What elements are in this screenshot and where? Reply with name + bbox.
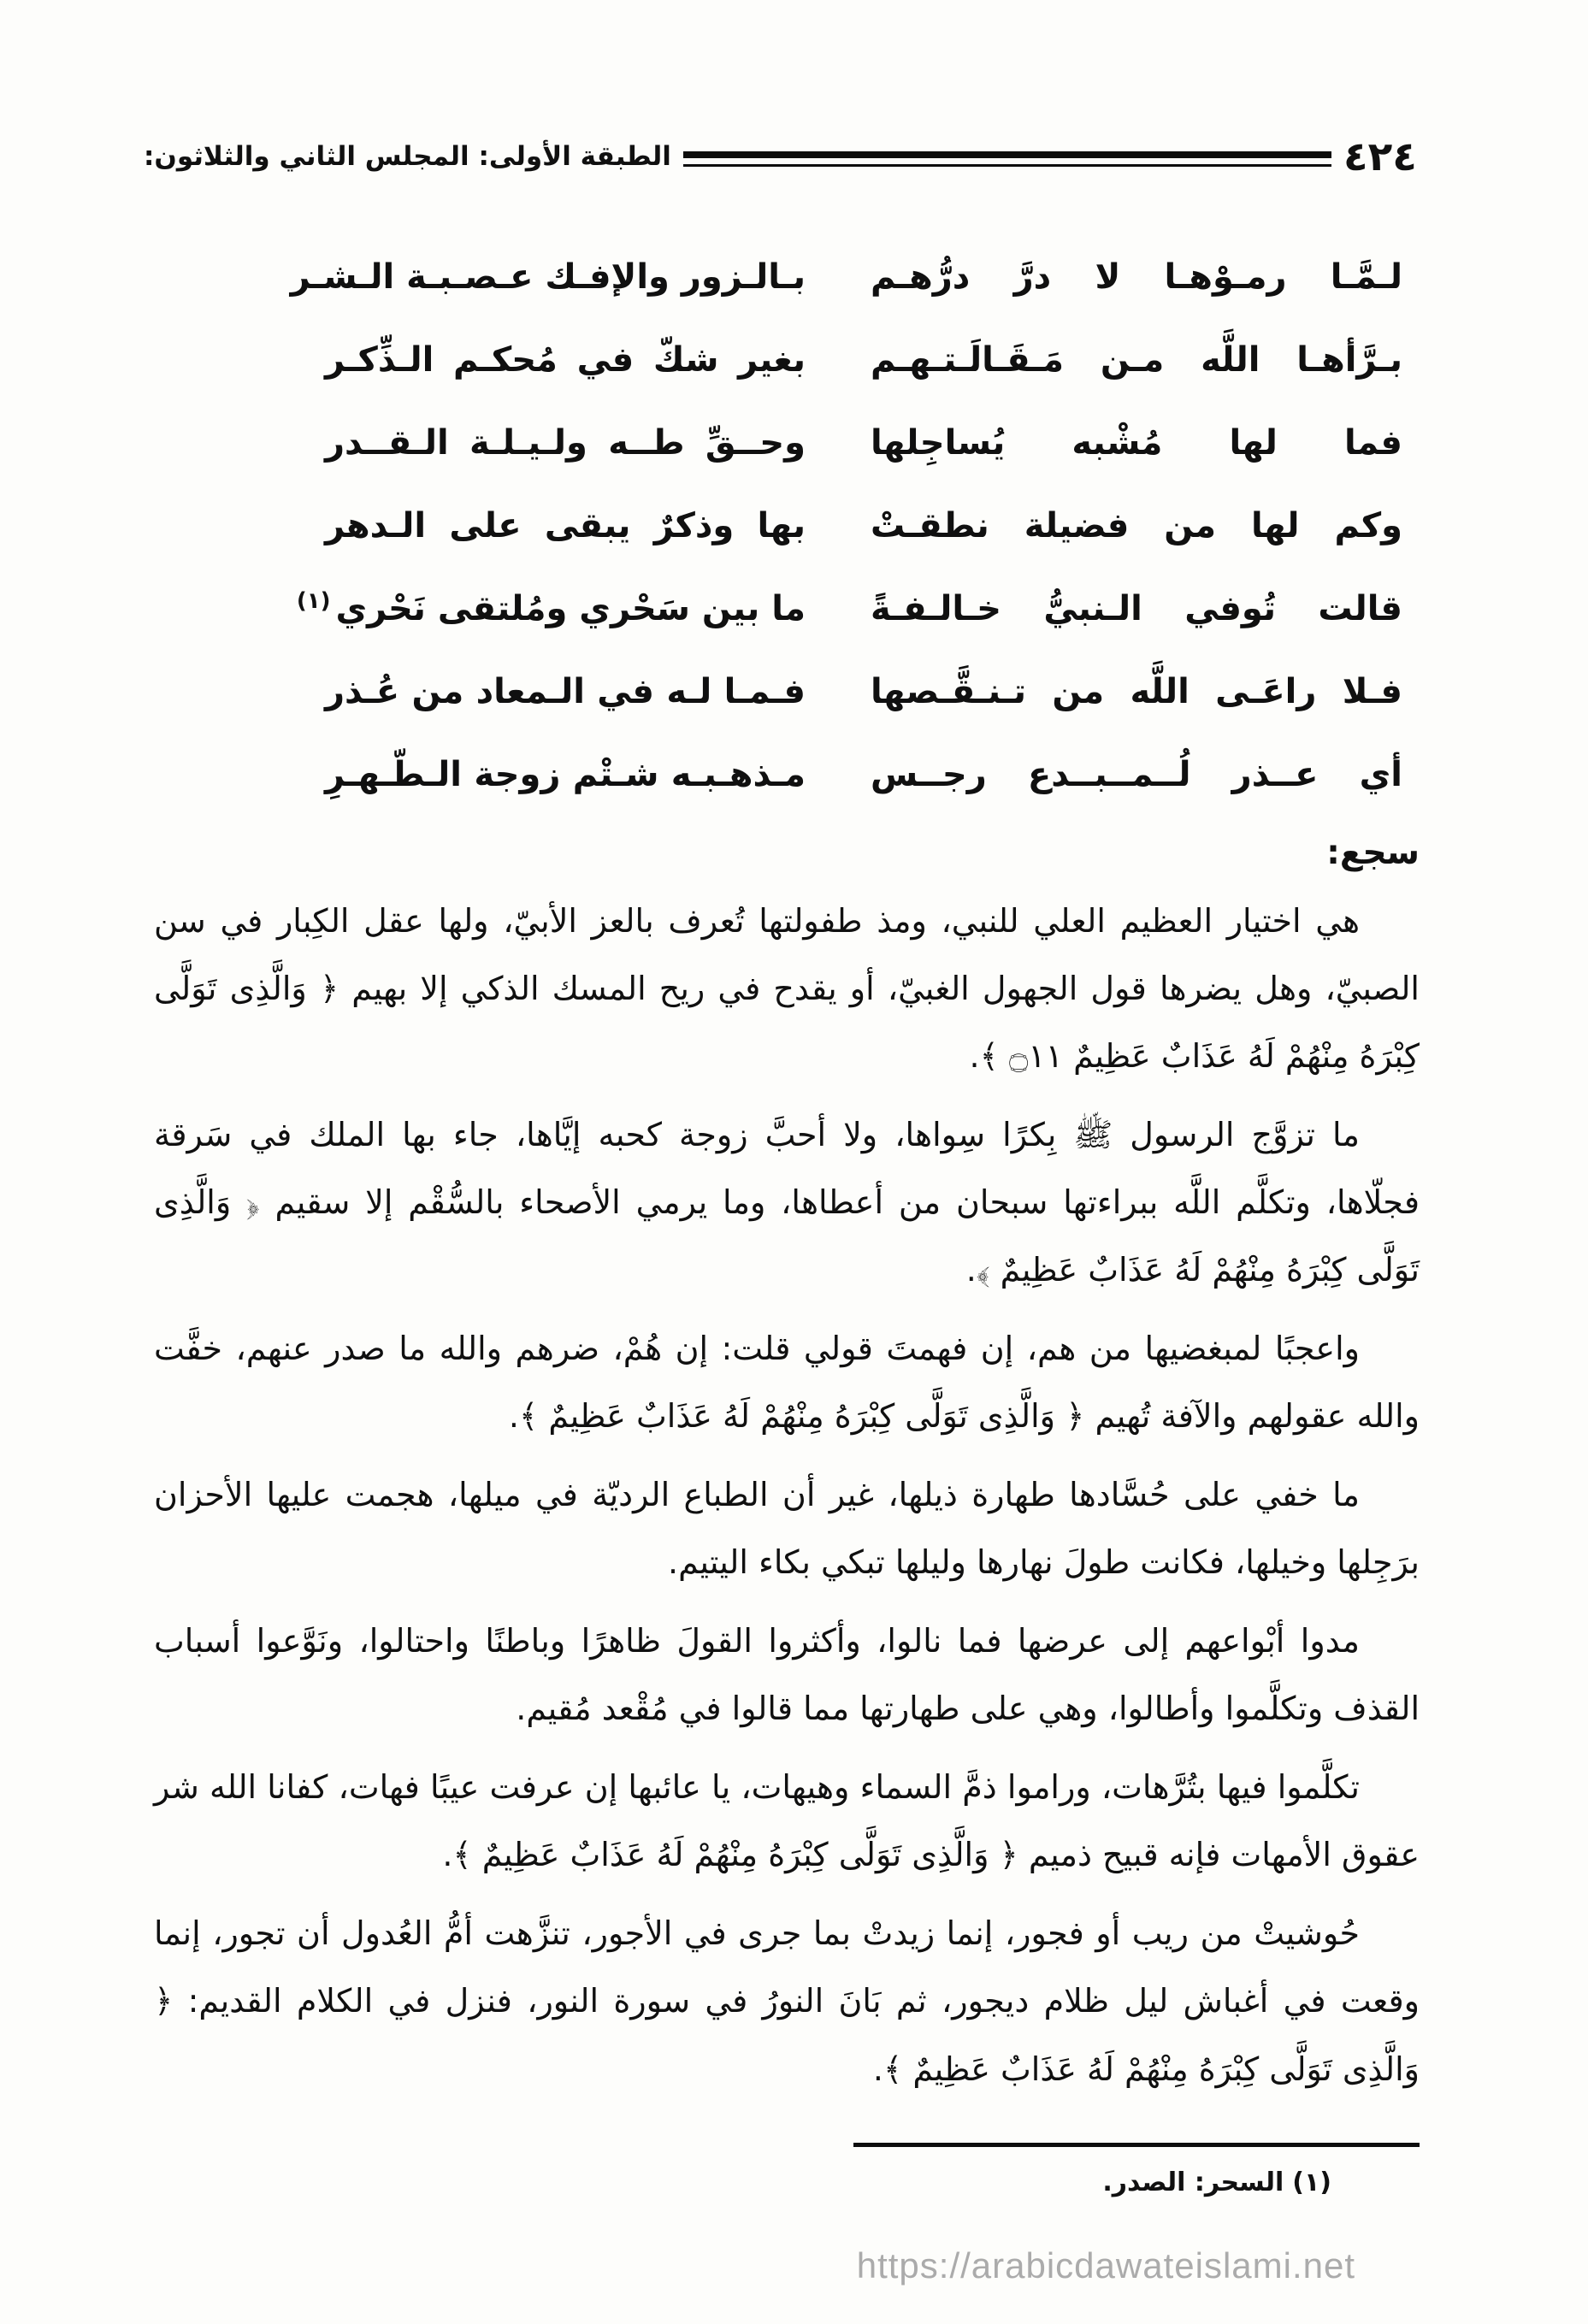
hemistich-left: بـالـزور والإفـك عـصـبـة الـشـر (290, 257, 806, 297)
watermark-url: https://arabicdawateislami.net (856, 2245, 1355, 2286)
hemistich-text: ما بين سَحْري ومُلتقى نَحْري (335, 589, 806, 628)
hemistich-right: أي عــذر لُــمــبــدع رجــس (871, 755, 1402, 794)
hemistich-right: بـرَّأهـا اللَّه مـن مَـقَـالَـتـهـم (871, 340, 1402, 380)
verse-row (290, 253, 1402, 301)
prose-body (154, 888, 1420, 2103)
hemistich-right: قالت تُوفي الـنبيُّ خـالـفـةً (871, 589, 1402, 628)
sajaa-heading: سجع: (1326, 834, 1420, 872)
verse-row (325, 336, 1402, 384)
verse-row (325, 751, 1402, 799)
hemistich-left: بغير شكّ في مُحكـم الـذِّكـر (325, 340, 806, 380)
paragraph: مدوا أبْواعهم إلى عرضها فما نالوا، وأكثروا القولَ ظاهرًا وباطنًا واحتالوا، ونَوَّعوا أسباب القذف وتكلَّموا وأطالوا، وهي على طهارتها مما قالوا في مُقْعد مُقيم. (154, 1622, 1420, 1728)
section-title: الطبقة الأولى: المجلس الثاني والثلاثون: (144, 140, 671, 172)
paragraph: واعجبًا لمبغضيها من هم، إن فهمتَ قولي قلت: إن هُمْ، ضرهم والله ما صدر عنهم، خفَّت والله عقولهم والآفة تُهيم ﴿ وَالَّذِى تَوَلَّى كِبْرَهُ مِنْهُمْ لَهُ عَذَابٌ عَظِيمٌ ﴾. (154, 1330, 1420, 1436)
hemistich-left: فـمـا لـه في الـمعاد من عُـذر (325, 672, 806, 711)
header-double-rule (683, 151, 1331, 167)
paragraph: ما تزوَّج الرسول ﷺ بِكرًا سِواها، ولا أحبَّ زوجة كحبه إيَّاها، جاء بها الملك في سَرقة فجلّاها، وتكلَّم اللَّه ببراءتها سبحان من أعطاها، وما يرمي الأصحاء بالسُّقْم إلا سقيم ﴿ وَالَّذِى تَوَلَّى كِبْرَهُ مِنْهُمْ لَهُ عَذَابٌ عَظِيمٌ ﴾. (154, 1116, 1420, 1289)
paragraph: حُوشيتْ من ريب أو فجور، إنما زيدتْ بما جرى في الأجور، تنزَّهت أمُّ العُدول أن تجور، إنما وقعت في أغباش ليل ظلام ديجور، ثم بَانَ النورُ في سورة النور، فنزل في الكلام القديم: ﴿ وَالَّذِى تَوَلَّى كِبْرَهُ مِنْهُمْ لَهُ عَذَابٌ عَظِيمٌ ﴾. (154, 1914, 1420, 2088)
verse-row (325, 668, 1402, 716)
hemistich-right: فما لها مُشْبه يُساجِلها (871, 423, 1402, 463)
footnote-separator (853, 2143, 1420, 2147)
poem (290, 253, 1402, 799)
footnote (0, 2168, 1331, 2197)
verse-row (325, 419, 1402, 467)
hemistich-right: فـلا راعَـى اللَّه من تـنـقَّـصها (871, 672, 1402, 711)
footnote-marker-ref: (١) (296, 587, 331, 614)
page-number: ٤٢٤ (1343, 133, 1417, 180)
hemistich-left (296, 585, 806, 633)
page-header (144, 130, 1417, 183)
hemistich-left: مـذهـبـه شـتْم زوجة الـطّـهـرِ (325, 755, 806, 794)
verse-row (296, 585, 1402, 633)
footnote-marker: (١) (1292, 2167, 1331, 2197)
hemistich-left: بها وذكرٌ يبقى على الـدهر (325, 506, 806, 546)
verse-row (325, 502, 1402, 550)
hemistich-left: وحــقِّ طــه ولـيـلـة الـقــدر (325, 423, 806, 463)
hemistich-right: لـمَّـا رمـوْهـا لا درَّ درُّهـم (871, 257, 1402, 297)
footnote-text: السحر: الصدر. (1102, 2167, 1284, 2197)
hemistich-right: وكم لها من فضيلة نطقـتْ (871, 506, 1402, 546)
paragraph: ما خفي على حُسَّادها طهارة ذيلها، غير أن الطباع الرديّة في ميلها، هجمت عليها الأحزان برَجِلها وخيلها، فكانت طولَ نهارها وليلها تبكي بكاء اليتيم. (154, 1476, 1420, 1582)
paragraph: تكلَّموا فيها بتُرَّهات، وراموا ذمَّ السماء وهيهات، يا عائبها إن عرفت عيبًا فهات، كفانا الله شر عقوق الأمهات فإنه قبيح ذميم ﴿ وَالَّذِى تَوَلَّى كِبْرَهُ مِنْهُمْ لَهُ عَذَابٌ عَظِيمٌ ﴾. (154, 1768, 1420, 1874)
paragraph: هي اختيار العظيم العلي للنبي، ومذ طفولتها تُعرف بالعز الأبيّ، ولها عقل الكِبار في سن الصبيّ، وهل يضرها قول الجهول الغبيّ، أو يقدح في ريح المسك الذكي إلا بهيم ﴿ وَالَّذِى تَوَلَّى كِبْرَهُ مِنْهُمْ لَهُ عَذَابٌ عَظِيمٌ ۝١١ ﴾. (154, 902, 1420, 1076)
